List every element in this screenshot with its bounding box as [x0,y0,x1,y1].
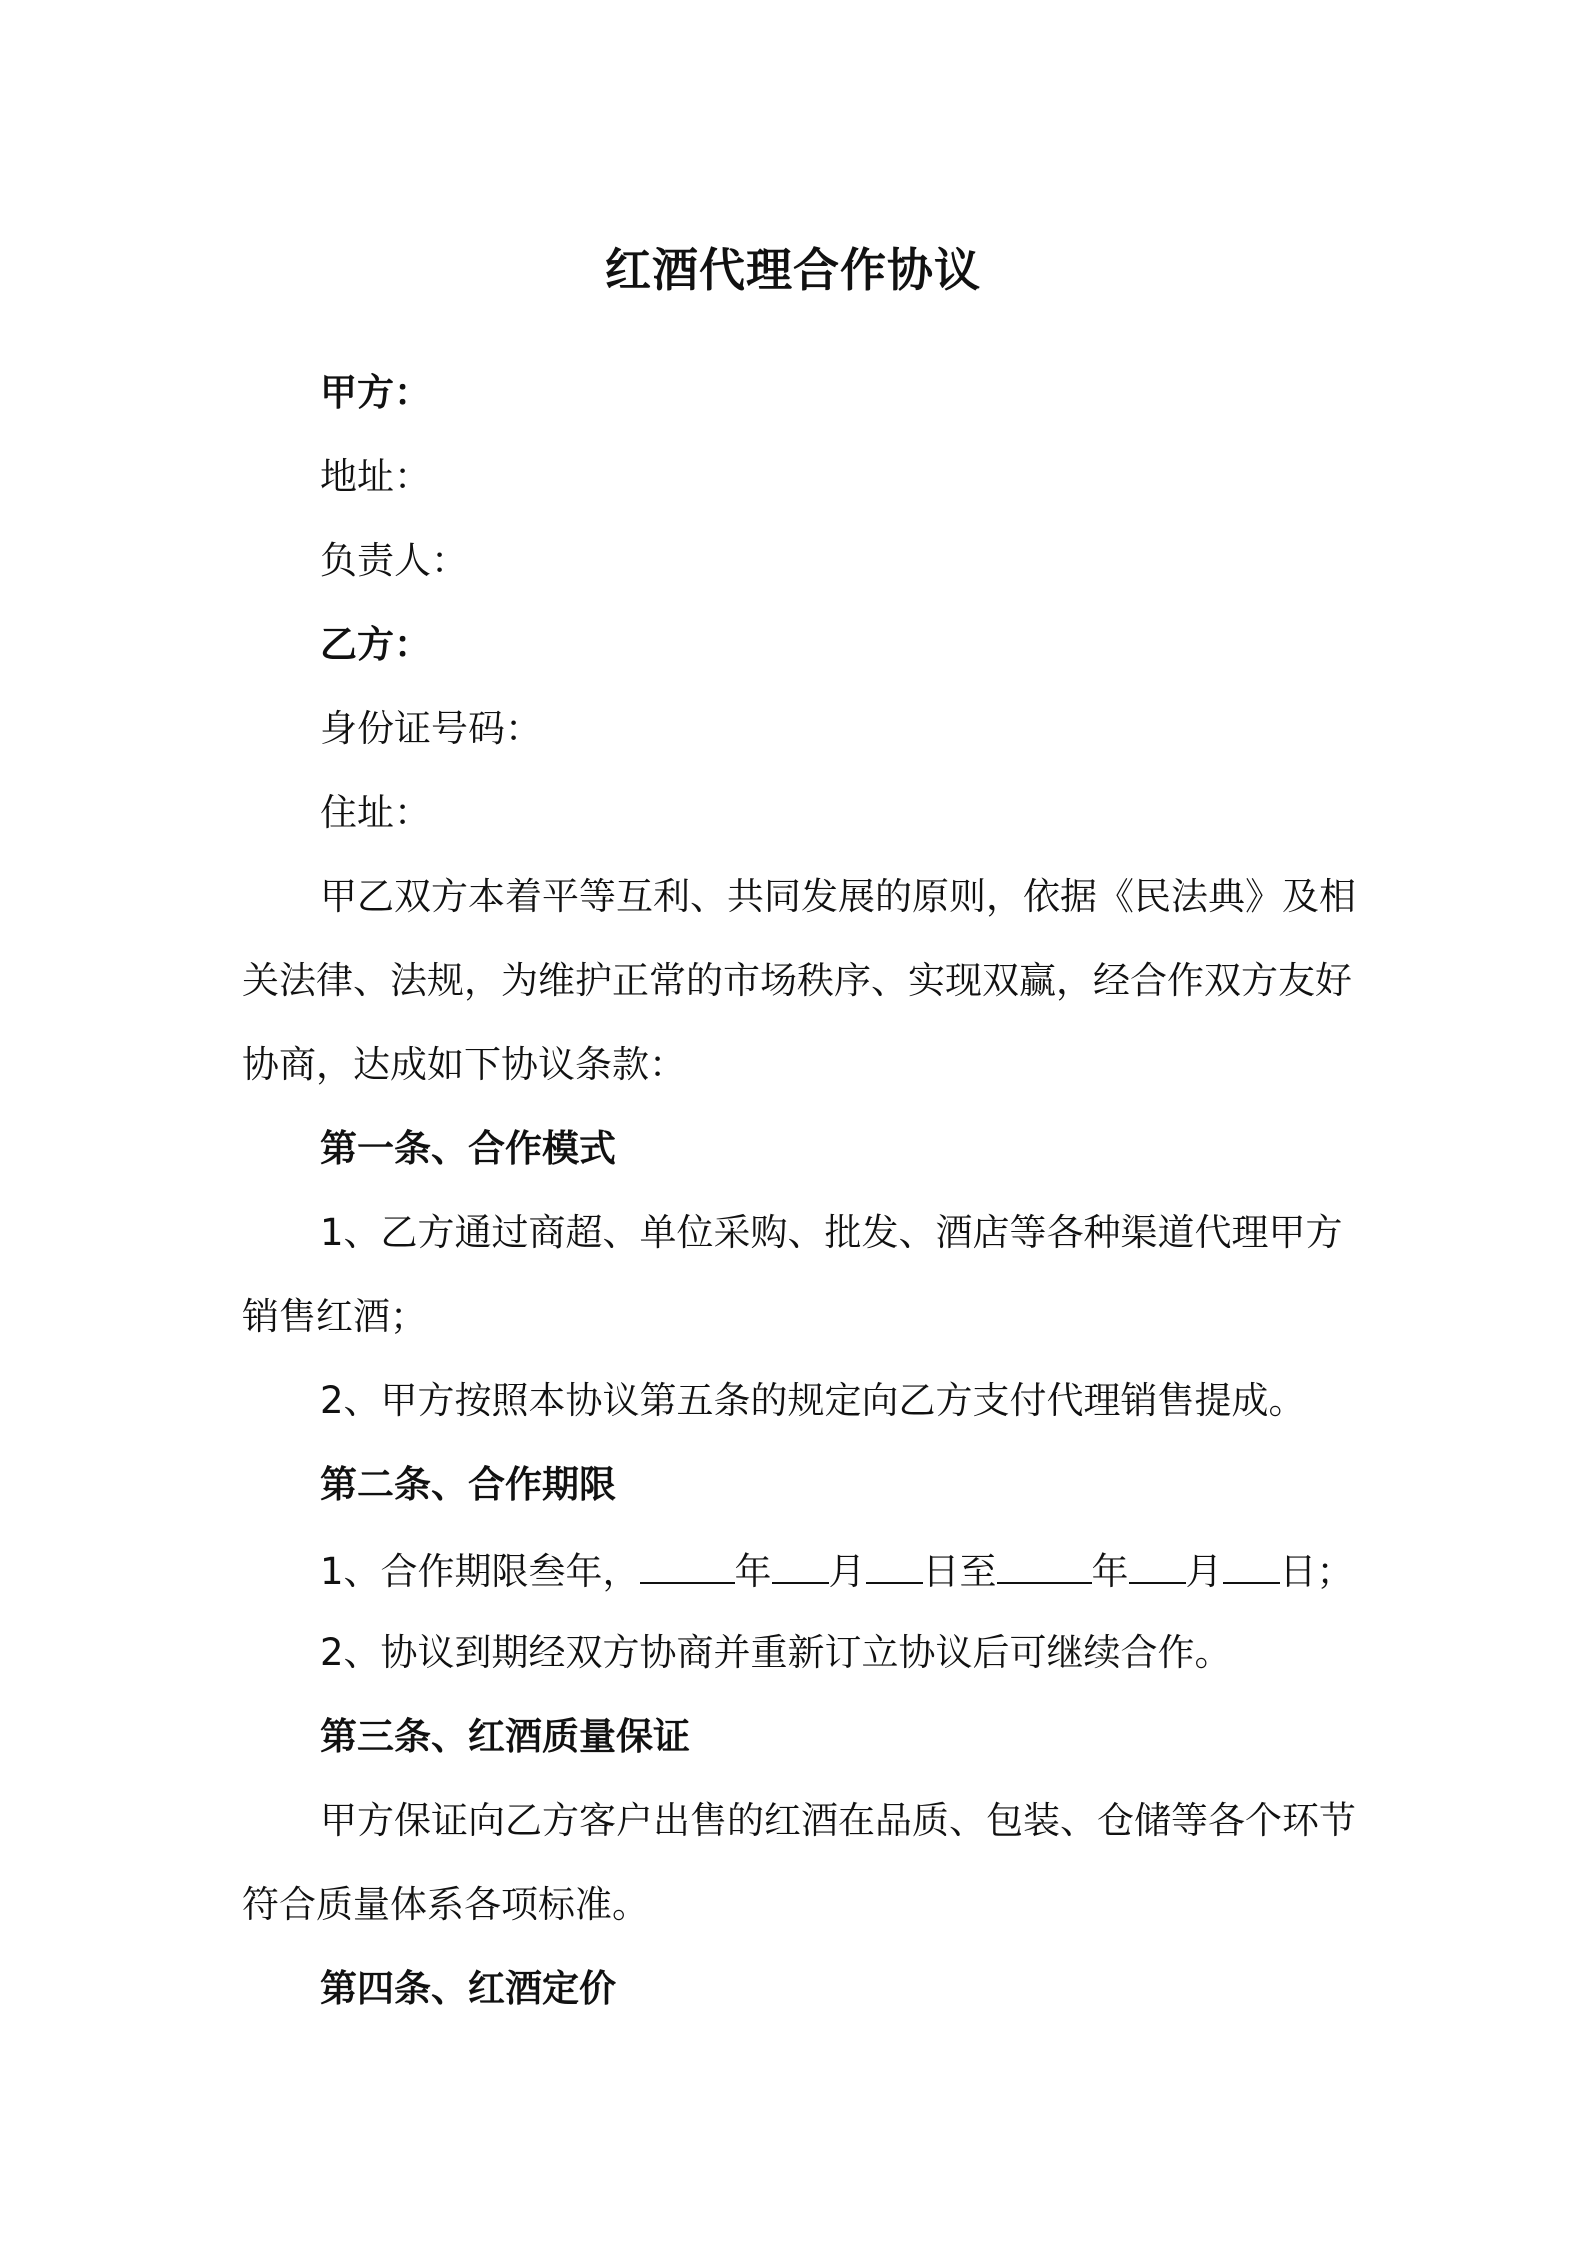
address-label: 地址： [320,455,431,498]
month-label-end: 月 [1185,1550,1223,1593]
day-to-label: 日至 [922,1550,997,1593]
end-day-blank [1223,1544,1280,1584]
year-label-end: 年 [1091,1550,1129,1593]
preamble-line-1: 甲乙双方本着平等互利、共同发展的原则，依据《民法典》及相 [320,875,1356,918]
end-year-blank [997,1544,1092,1584]
term-prefix: 1、合作期限叁年， [320,1550,640,1593]
preamble-line-3: 协商，达成如下协议条款： [242,1043,686,1086]
article-3-body-line-1: 甲方保证向乙方客户出售的红酒在品质、包装、仓储等各个环节 [320,1799,1356,1842]
start-month-blank [772,1544,829,1584]
article-4-heading: 第四条、红酒定价 [320,1967,616,2010]
document-title: 红酒代理合作协议 [605,243,981,297]
party-b-label: 乙方： [320,623,431,666]
start-day-blank [866,1544,923,1584]
article-2-item-2: 2、协议到期经双方协商并重新订立协议后可继续合作。 [320,1631,1232,1674]
article-2-heading: 第二条、合作期限 [320,1463,616,1506]
article-3-heading: 第三条、红酒质量保证 [320,1715,690,1758]
article-1-item-1-line-1: 1、乙方通过商超、单位采购、批发、酒店等各种渠道代理甲方 [320,1211,1343,1254]
article-1-item-1-line-2: 销售红酒； [242,1295,427,1338]
residence-label: 住址： [320,791,431,834]
article-2-term-line [320,1544,1354,1597]
party-a-label: 甲方： [320,371,431,414]
year-label: 年 [734,1550,772,1593]
article-1-heading: 第一条、合作模式 [320,1127,616,1170]
article-1-item-2: 2、甲方按照本协议第五条的规定向乙方支付代理销售提成。 [320,1379,1306,1422]
start-year-blank [640,1544,735,1584]
day-end-label: 日； [1279,1550,1354,1593]
preamble-line-2: 关法律、法规，为维护正常的市场秩序、实现双赢，经合作双方友好 [242,959,1352,1002]
month-label: 月 [828,1550,866,1593]
article-3-body-line-2: 符合质量体系各项标准。 [242,1883,649,1926]
principal-label: 负责人： [320,539,468,582]
end-month-blank [1129,1544,1186,1584]
id-number-label: 身份证号码： [320,707,542,750]
